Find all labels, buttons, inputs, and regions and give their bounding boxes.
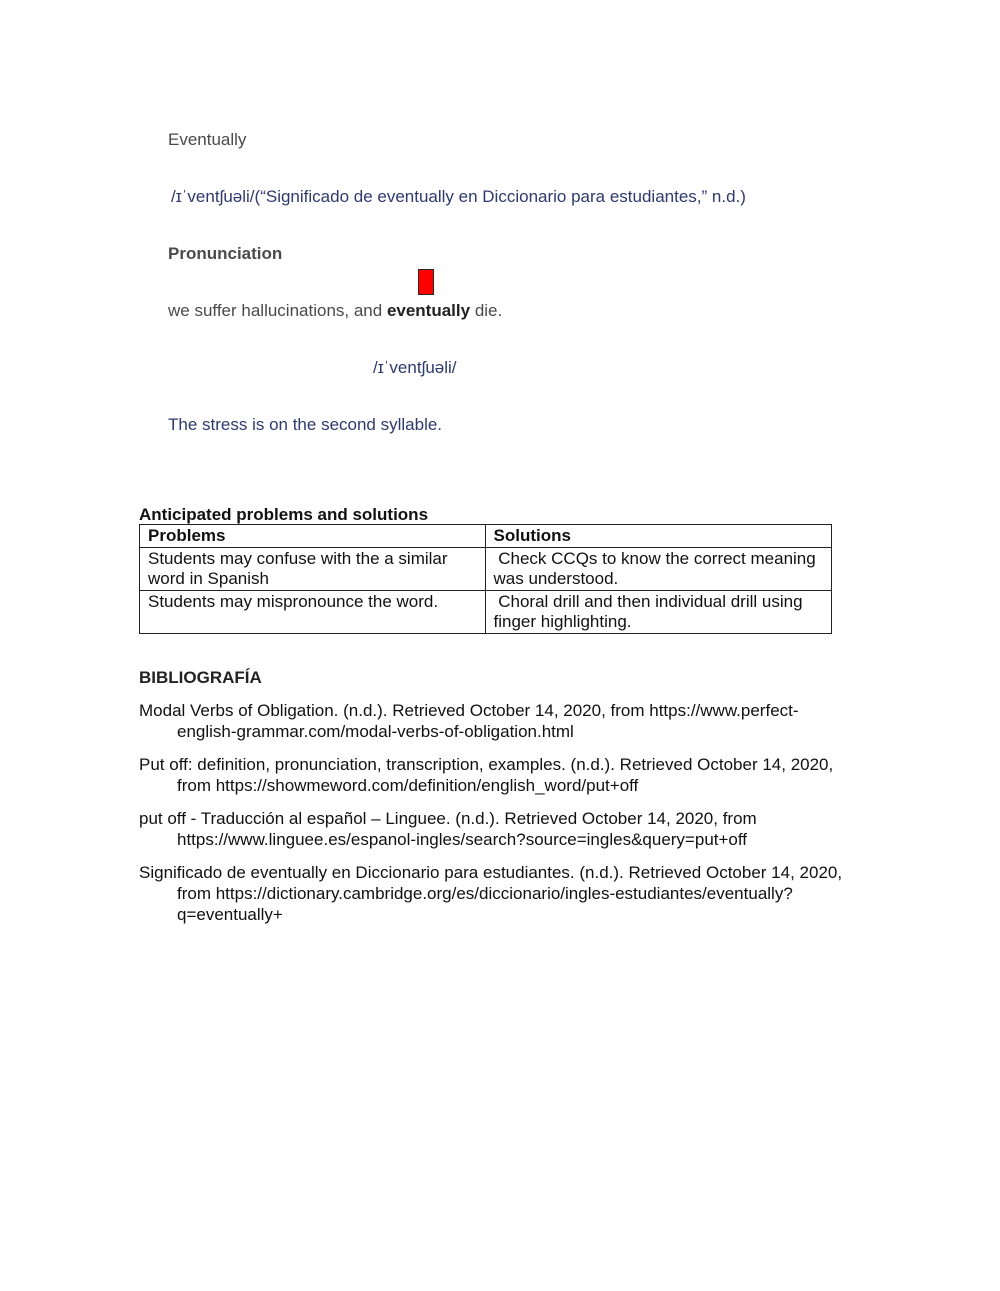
bibliography-entry: put off - Traducción al español – Linguee. (n.d.). Retrieved October 14, 2020, from https://www.linguee.es/espanol-ingles/search?source=ingles&query=put+off	[139, 809, 757, 849]
ipa-transcription: /ɪˈventʃuəli/	[373, 358, 457, 377]
pronunciation-heading: Pronunciation	[168, 244, 283, 263]
table-header-row	[140, 525, 832, 548]
bibliography-list	[139, 700, 844, 937]
example-after: die.	[470, 301, 503, 320]
bibliography-entry: Modal Verbs of Obligation. (n.d.). Retrieved October 14, 2020, from https://www.perfect-english-grammar.com/modal-verbs-of-obligation.html	[139, 701, 799, 741]
bibliography-entry: Put off: definition, pronunciation, transcription, examples. (n.d.). Retrieved October 14, 2020, from https://showmeword.com/definition/english_word/put+off	[139, 755, 834, 795]
table-row	[140, 591, 832, 634]
table-caption: Anticipated problems and solutions	[139, 505, 429, 524]
table-row	[140, 548, 832, 591]
solution-cell: Check CCQs to know the correct meaning was understood.	[485, 548, 831, 591]
example-sentence	[168, 301, 502, 321]
header-problems: Problems	[140, 525, 486, 548]
problems-solutions-table	[139, 524, 832, 634]
example-before: we suffer hallucinations, and	[168, 301, 387, 320]
solution-cell: Choral drill and then individual drill using finger highlighting.	[485, 591, 831, 634]
header-solutions: Solutions	[485, 525, 831, 548]
heading-word: Eventually	[168, 130, 247, 149]
example-keyword: eventually	[386, 301, 471, 320]
problem-cell: Students may mispronounce the word.	[140, 591, 486, 634]
red-marker-box[interactable]	[418, 269, 434, 295]
stress-note: The stress is on the second syllable.	[168, 415, 443, 434]
pronunciation-citation: /ɪˈventʃuəli/(“Significado de eventually en Diccionario para estudiantes,” n.d.)	[171, 187, 746, 206]
bibliography-entry: Significado de eventually en Diccionario para estudiantes. (n.d.). Retrieved October 14, 2020, from https://dictionary.cambridge.org/es/diccionario/ingles-estudiantes/eventually?q=eventually+	[139, 863, 843, 924]
bibliography-title: BIBLIOGRAFÍA	[139, 668, 262, 687]
problem-cell: Students may confuse with the a similar word in Spanish	[140, 548, 486, 591]
